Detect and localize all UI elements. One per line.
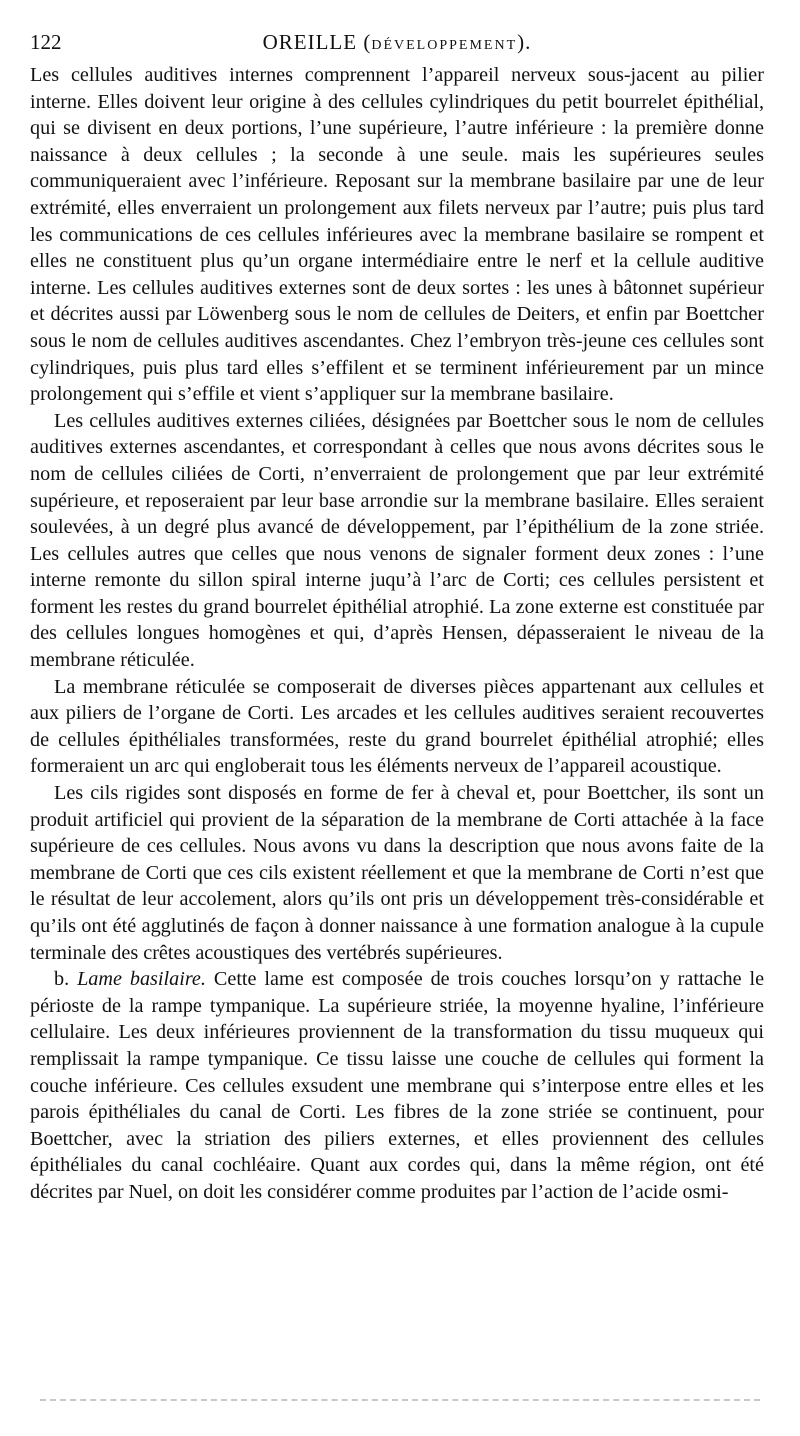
section-b-letter: b. <box>54 968 70 991</box>
paragraph-rigid-cilia: Les cils rigides sont disposés en forme de fer à cheval et, pour Boettcher, ils sont un produit artificiel qui provient de la séparation de la membrane de Corti attachée à la face supérieure de ces cellules. Nous avons vu dans la description que nous avons faite de la membrane de Corti que ces cils existent réellement et que la membrane de Corti n’est que le résultat de leur accolement, alors qu’ils ont pris un développement très-considérable et qu’ils ont été agglutinés de façon à donner naissance à une formation analogue à la cupule terminale des crêtes acoustiques des vertébrés supérieures. <box>30 782 764 964</box>
book-page <box>30 26 764 1206</box>
bottom-rule <box>40 1399 760 1401</box>
running-title-main: OREILLE <box>262 30 358 54</box>
body-text <box>30 62 764 1206</box>
paragraph-reticular-membrane: La membrane réticulée se composerait de diverses pièces appartenant aux cellules et aux piliers de l’organe de Corti. Les arcades et les cellules auditives seraient recouvertes de cellules épithéliales transformées, reste du grand bourrelet épithélial atrophié; elles formeraient un arc qui engloberait tous les éléments nerveux de l’appareil acoustique. <box>30 675 764 778</box>
running-title-sub: DÉVELOPPEMENT <box>371 38 518 53</box>
section-b-paragraph <box>30 966 764 1205</box>
running-title <box>30 26 764 62</box>
page-number: 122 <box>30 30 62 54</box>
paragraph-internal-auditory-cells: Les cellules auditives internes comprennent l’appareil nerveux sous-jacent au pilier interne. Elles doivent leur origine à des cellules cylindriques du petit bourrelet épithélial, qui se divisent en deux portions, l’une supérieure, l’autre inférieure : la première donne naissance à deux cellules ; la seconde à une seule. mais les supérieures seules communiqueraient avec l’inférieure. Reposant sur la membrane basilaire par une de leur extrémité, elles enverraient un prolongement aux filets nerveux par l’autre; puis plus tard les communications de ces cellules inférieures avec la membrane basilaire se rompent et elles ne constituent plus qu’un organe intermédiaire entre le nerf et la cellule auditive interne. Les cellules auditives externes sont de deux sortes : les unes à bâtonnet supérieur et décrites aussi par Löwenberg sous le nom de cellules de Deiters, et enfin par Boettcher sous le nom de cellules auditives ascendantes. Chez l’embryon très-jeune ces cellules sont cylindriques, puis plus tard elles s’effilent et se terminent inférieurement par un mince prolongement qui s’effile et vient s’appliquer sur la membrane basilaire. <box>30 64 764 406</box>
running-title-paren-close: ). <box>517 30 532 54</box>
section-b-title: Lame basilaire. <box>77 968 206 991</box>
running-title-paren-open: ( <box>357 30 372 54</box>
paragraph-ciliated-cells: Les cellules auditives externes ciliées, désignées par Boettcher sous le nom de cellules auditives externes ascendantes, et correspondant à celles que nous avons décrites sous le nom de cellules ciliées de Corti, n’enverraient de prolongement que par leur extrémité supérieure, et reposeraient par leur base arrondie sur la membrane basilaire. Elles seraient soulevées, à un degré plus avancé de développement, par l’épithélium de la zone striée. Les cellules autres que celles que nous venons de signaler forment deux zones : l’une interne remonte du sillon spiral interne juqu’à l’arc de Corti; ces cellules persistent et forment les restes du grand bourrelet épithélial atrophié. La zone externe est constituée par des cellules longues homogènes et qui, d’après Hensen, dépasseraient le niveau de la membrane réticulée. <box>30 409 764 672</box>
section-b-text: Cette lame est composée de trois couches lorsqu’on y rattache le périoste de la rampe tympanique. La supérieure striée, la moyenne hyaline, l’inférieure cellulaire. Les deux inférieures proviennent de la transformation du tissu muqueux qui remplissait la rampe tympanique. Ce tissu laisse une couche de cellules qui forment la couche inférieure. Ces cellules exsudent une membrane qui s’interpose entre elles et les parois épithéliales du canal de Corti. Les fibres de la zone striée se continuent, pour Boettcher, avec la striation des piliers externes, et elles proviennent des cellules épithéliales du canal cochléaire. Quant aux cordes qui, dans la même région, ont été décrites par Nuel, on doit les considérer comme produites par l’action de l’acide osmi- <box>30 968 765 1203</box>
running-header <box>30 26 764 58</box>
